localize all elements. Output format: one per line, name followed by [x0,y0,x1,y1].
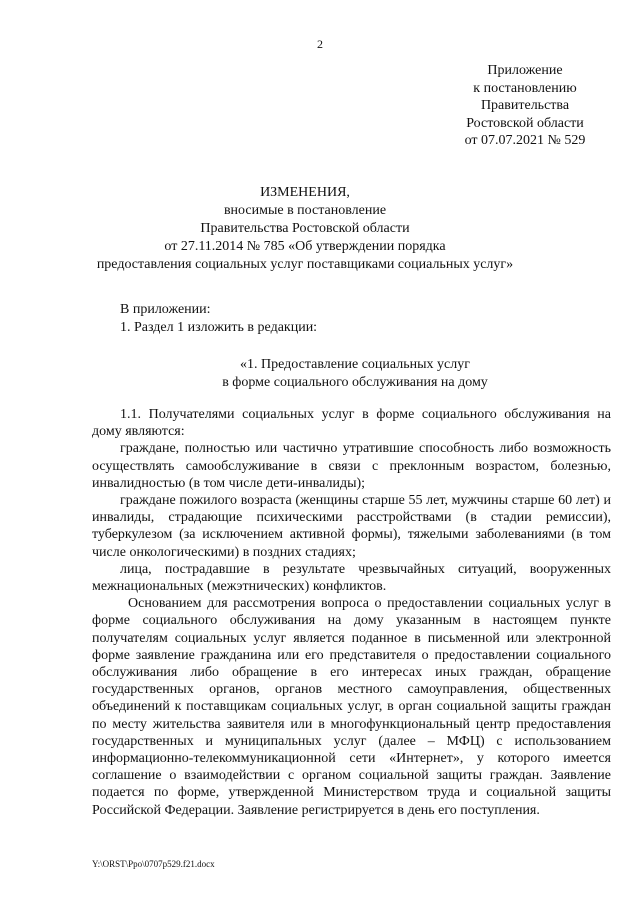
appendix-line: Ростовской области [466,115,584,131]
footer-file-path: Y:\ORST\Ppo\0707p529.f21.docx [92,859,215,869]
page-number: 2 [317,37,323,51]
changes-title: ИЗМЕНЕНИЯ, [260,185,350,200]
changes-line: вносимые в постановление [223,203,387,218]
section-heading-line: в форме социального обслуживания на дому [222,375,488,390]
appendix-line: Приложение [487,63,563,78]
paragraph: Основанием для рассмотрения вопроса о предоставлении социальных услуг в форме социального обслуживания на дому указанным в настоящем пункте получателям социальных услуг является поданное в письменной или электронной форме заявление гражданина или его представителя о предоставлении социального обслуживания либо обращение в его интересах иных граждан, обращение государственных органов, органов местного самоуправления, общественных объединений к поставщикам социальных услуг, в орган социальной защиты граждан по месту жительства заявителя или в многофункциональный центр предоставления государственных и муниципальных услуг (далее – МФЦ) с использованием информационно-телекоммуникационной сети «Интернет», у которого имеется соглашение о взаимодействии с органом социальной защиты граждан. Заявление подается по форме, утвержденной Министерством труда и социальной защиты Российской Федерации. Заявление регистрируется в день его поступления. [92,596,611,818]
paragraph: граждане, полностью или частично утратившие способность либо возможность осуществлять самообслуживание в связи с преклонным возрастом, болезнью, инвалидностью (в том числе дети-инвалиды); [92,441,611,491]
intro-line: В приложении: [120,302,211,317]
changes-line: Правительства Ростовской области [200,221,410,236]
appendix-block [425,62,625,150]
changes-heading [80,184,530,274]
section-heading [120,356,590,392]
intro-line: 1. Раздел 1 изложить в редакции: [120,320,318,335]
appendix-date-line: от 07.07.2021 № 529 [464,133,586,148]
paragraph: граждане пожилого возраста (женщины старше 55 лет, мужчины старше 60 лет) и инвалиды, страдающие психическими расстройствами (в стадии ремиссии), туберкулезом (за исключением активной формы), тяжелыми заболеваниями (в том числе онкологическими) в поздних стадиях; [92,493,611,560]
appendix-line: к постановлению [473,80,577,96]
paragraph: 1.1. Получателями социальных услуг в форме социального обслуживания на дому являются: [92,407,611,440]
section-heading-line: «1. Предоставление социальных услуг [240,357,470,372]
appendix-line: Правительства [480,98,570,113]
changes-line: от 27.11.2014 № 785 «Об утверждении порядка [164,239,446,254]
changes-line: предоставления социальных услуг поставщиками социальных услуг» [96,257,514,272]
paragraph: лица, пострадавшие в результате чрезвычайных ситуаций, вооруженных межнациональных (межэтнических) конфликтов. [92,561,611,595]
intro-block [120,301,590,337]
body-text [92,406,611,819]
